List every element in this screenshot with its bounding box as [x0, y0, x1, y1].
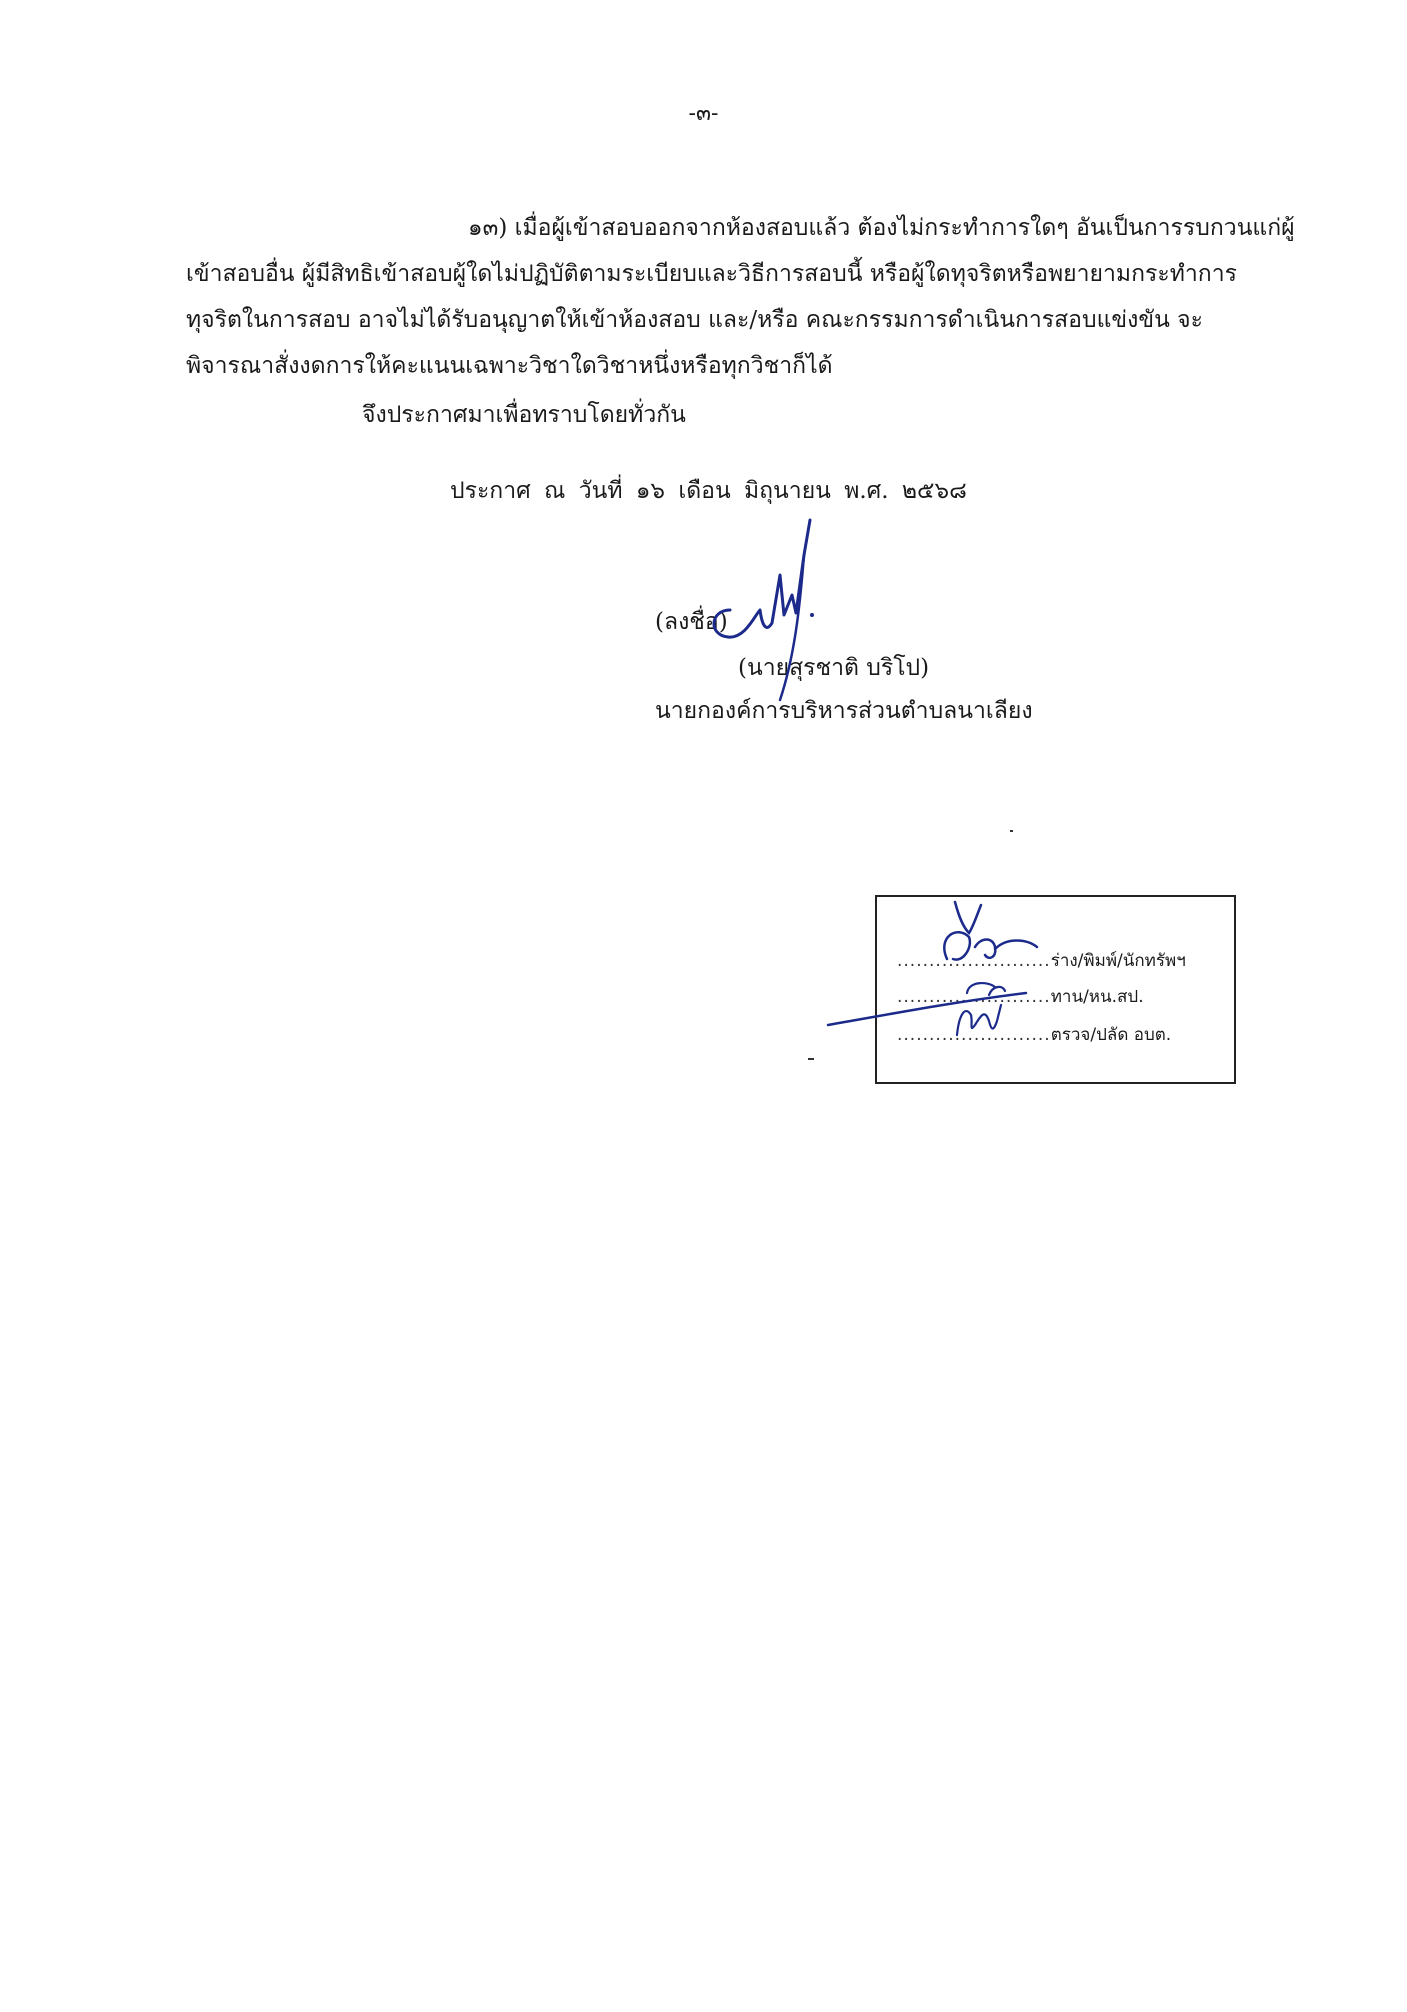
- proclamation-text: จึงประกาศมาเพื่อทราบโดยทั่วกัน: [362, 402, 686, 428]
- review-label: ร่าง/พิมพ์/นักทรัพฯ: [1050, 951, 1186, 971]
- sign-label: (ลงชื่อ): [655, 609, 728, 635]
- initial-stroke: [826, 985, 1066, 1045]
- announcement-date: ประกาศ ณ วันที่ ๑๖ เดือน มิถุนายน พ.ศ. ๒๕๖๘: [450, 478, 967, 504]
- speck-mark: [808, 1058, 814, 1060]
- handwritten-signature: [700, 515, 850, 705]
- dots-leader: ........................: [897, 987, 1051, 1007]
- dots-leader: ........................: [897, 951, 1051, 971]
- clause-line: ทุจริตในการสอบ อาจไม่ได้รับอนุญาตให้เข้าห้องสอบ และ/หรือ คณะกรรมการดำเนินการสอบแข่งขัน จะ: [186, 307, 1203, 333]
- page-number: -๓-: [688, 101, 719, 126]
- review-label: ตรวจ/ปลัด อบต.: [1050, 1025, 1172, 1045]
- speck-mark: [1010, 830, 1013, 832]
- review-row-draft: [897, 947, 1186, 974]
- review-label: ทาน/หน.สป.: [1050, 987, 1144, 1007]
- clause-13: [186, 205, 1295, 389]
- signer-title: นายกองค์การบริหารส่วนตำบลนาเลียง: [655, 698, 1033, 724]
- clause-line: พิจารณาสั่งงดการให้คะแนนเฉพาะวิชาใดวิชาหนึ่งหรือทุกวิชาก็ได้: [186, 353, 833, 379]
- clause-line: ๑๓) เมื่อผู้เข้าสอบออกจากห้องสอบแล้ว ต้องไม่กระทำการใดๆ อันเป็นการรบกวนแก่ผู้: [468, 215, 1295, 241]
- dots-leader: ........................: [897, 1025, 1051, 1045]
- signer-name: (นายสุรชาติ บริโป): [738, 655, 930, 681]
- clause-line: เข้าสอบอื่น ผู้มีสิทธิเข้าสอบผู้ใดไม่ปฏิบัติตามระเบียบและวิธีการสอบนี้ หรือผู้ใดทุจริตหรือพยายามกระทำการ: [186, 261, 1237, 287]
